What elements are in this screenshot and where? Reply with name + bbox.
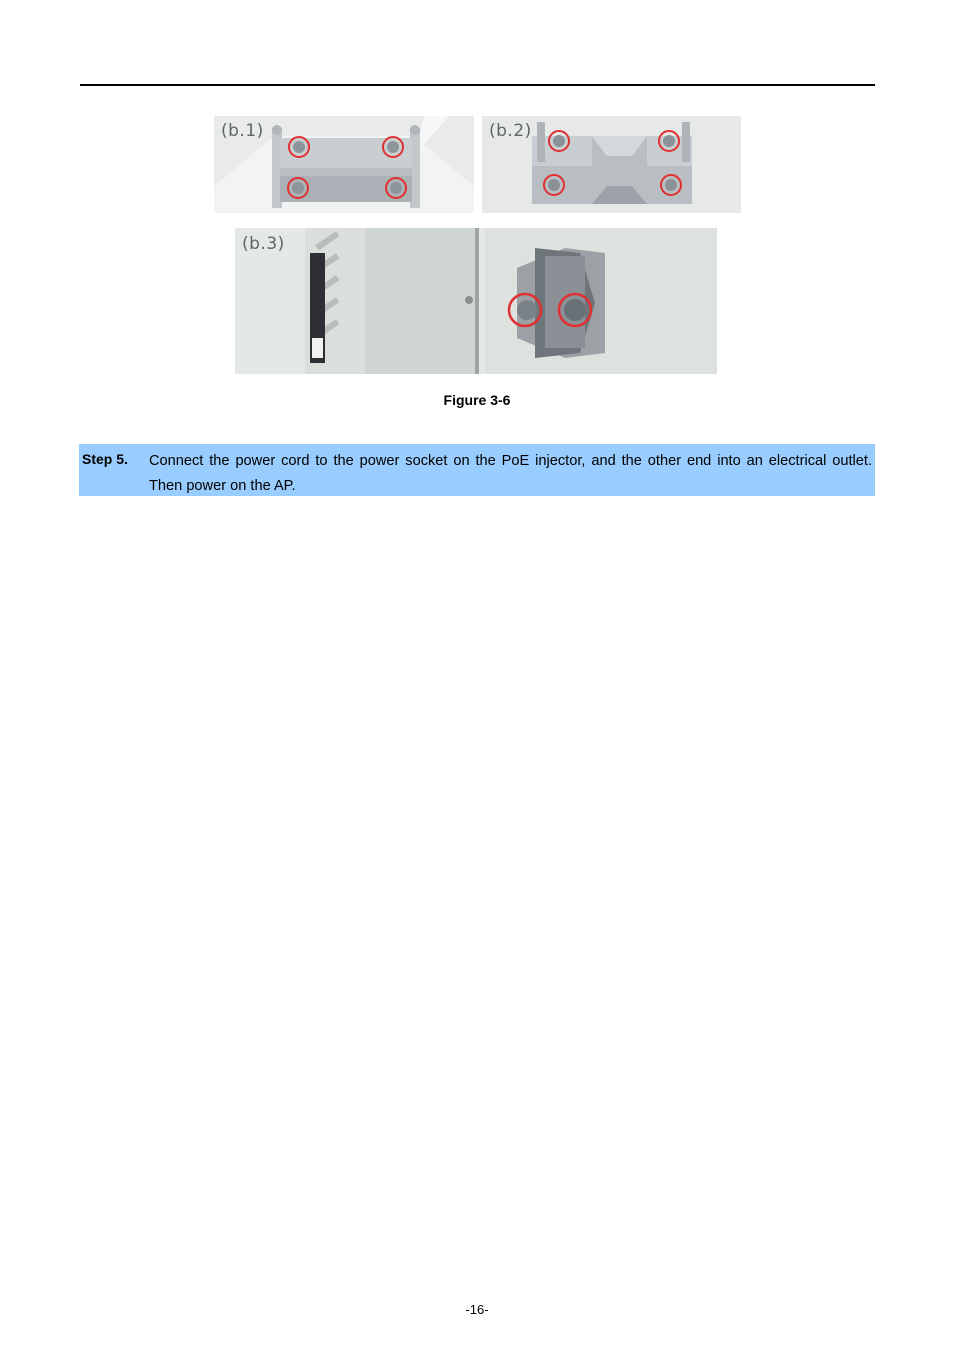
step-text: Connect the power cord to the power socket on the PoE injector, and the other end into an electrical outlet. Then power on the AP. [149, 453, 872, 494]
step-label: Step 5. [82, 451, 128, 467]
figure-caption: Figure 3-6 [443, 392, 511, 408]
photo-bracket-b1 [214, 116, 474, 213]
header-rule [80, 84, 875, 86]
panel-label-b2: (b.2) [489, 121, 532, 141]
step-highlight-box [79, 444, 875, 496]
page-number: -16- [465, 1302, 489, 1317]
photo-bracket-b3 [235, 228, 717, 374]
panel-label-b1: (b.1) [221, 121, 264, 141]
panel-label-b3: (b.3) [242, 234, 285, 254]
photo-bracket-b2 [482, 116, 741, 213]
mounted-bracket-image [235, 228, 717, 374]
